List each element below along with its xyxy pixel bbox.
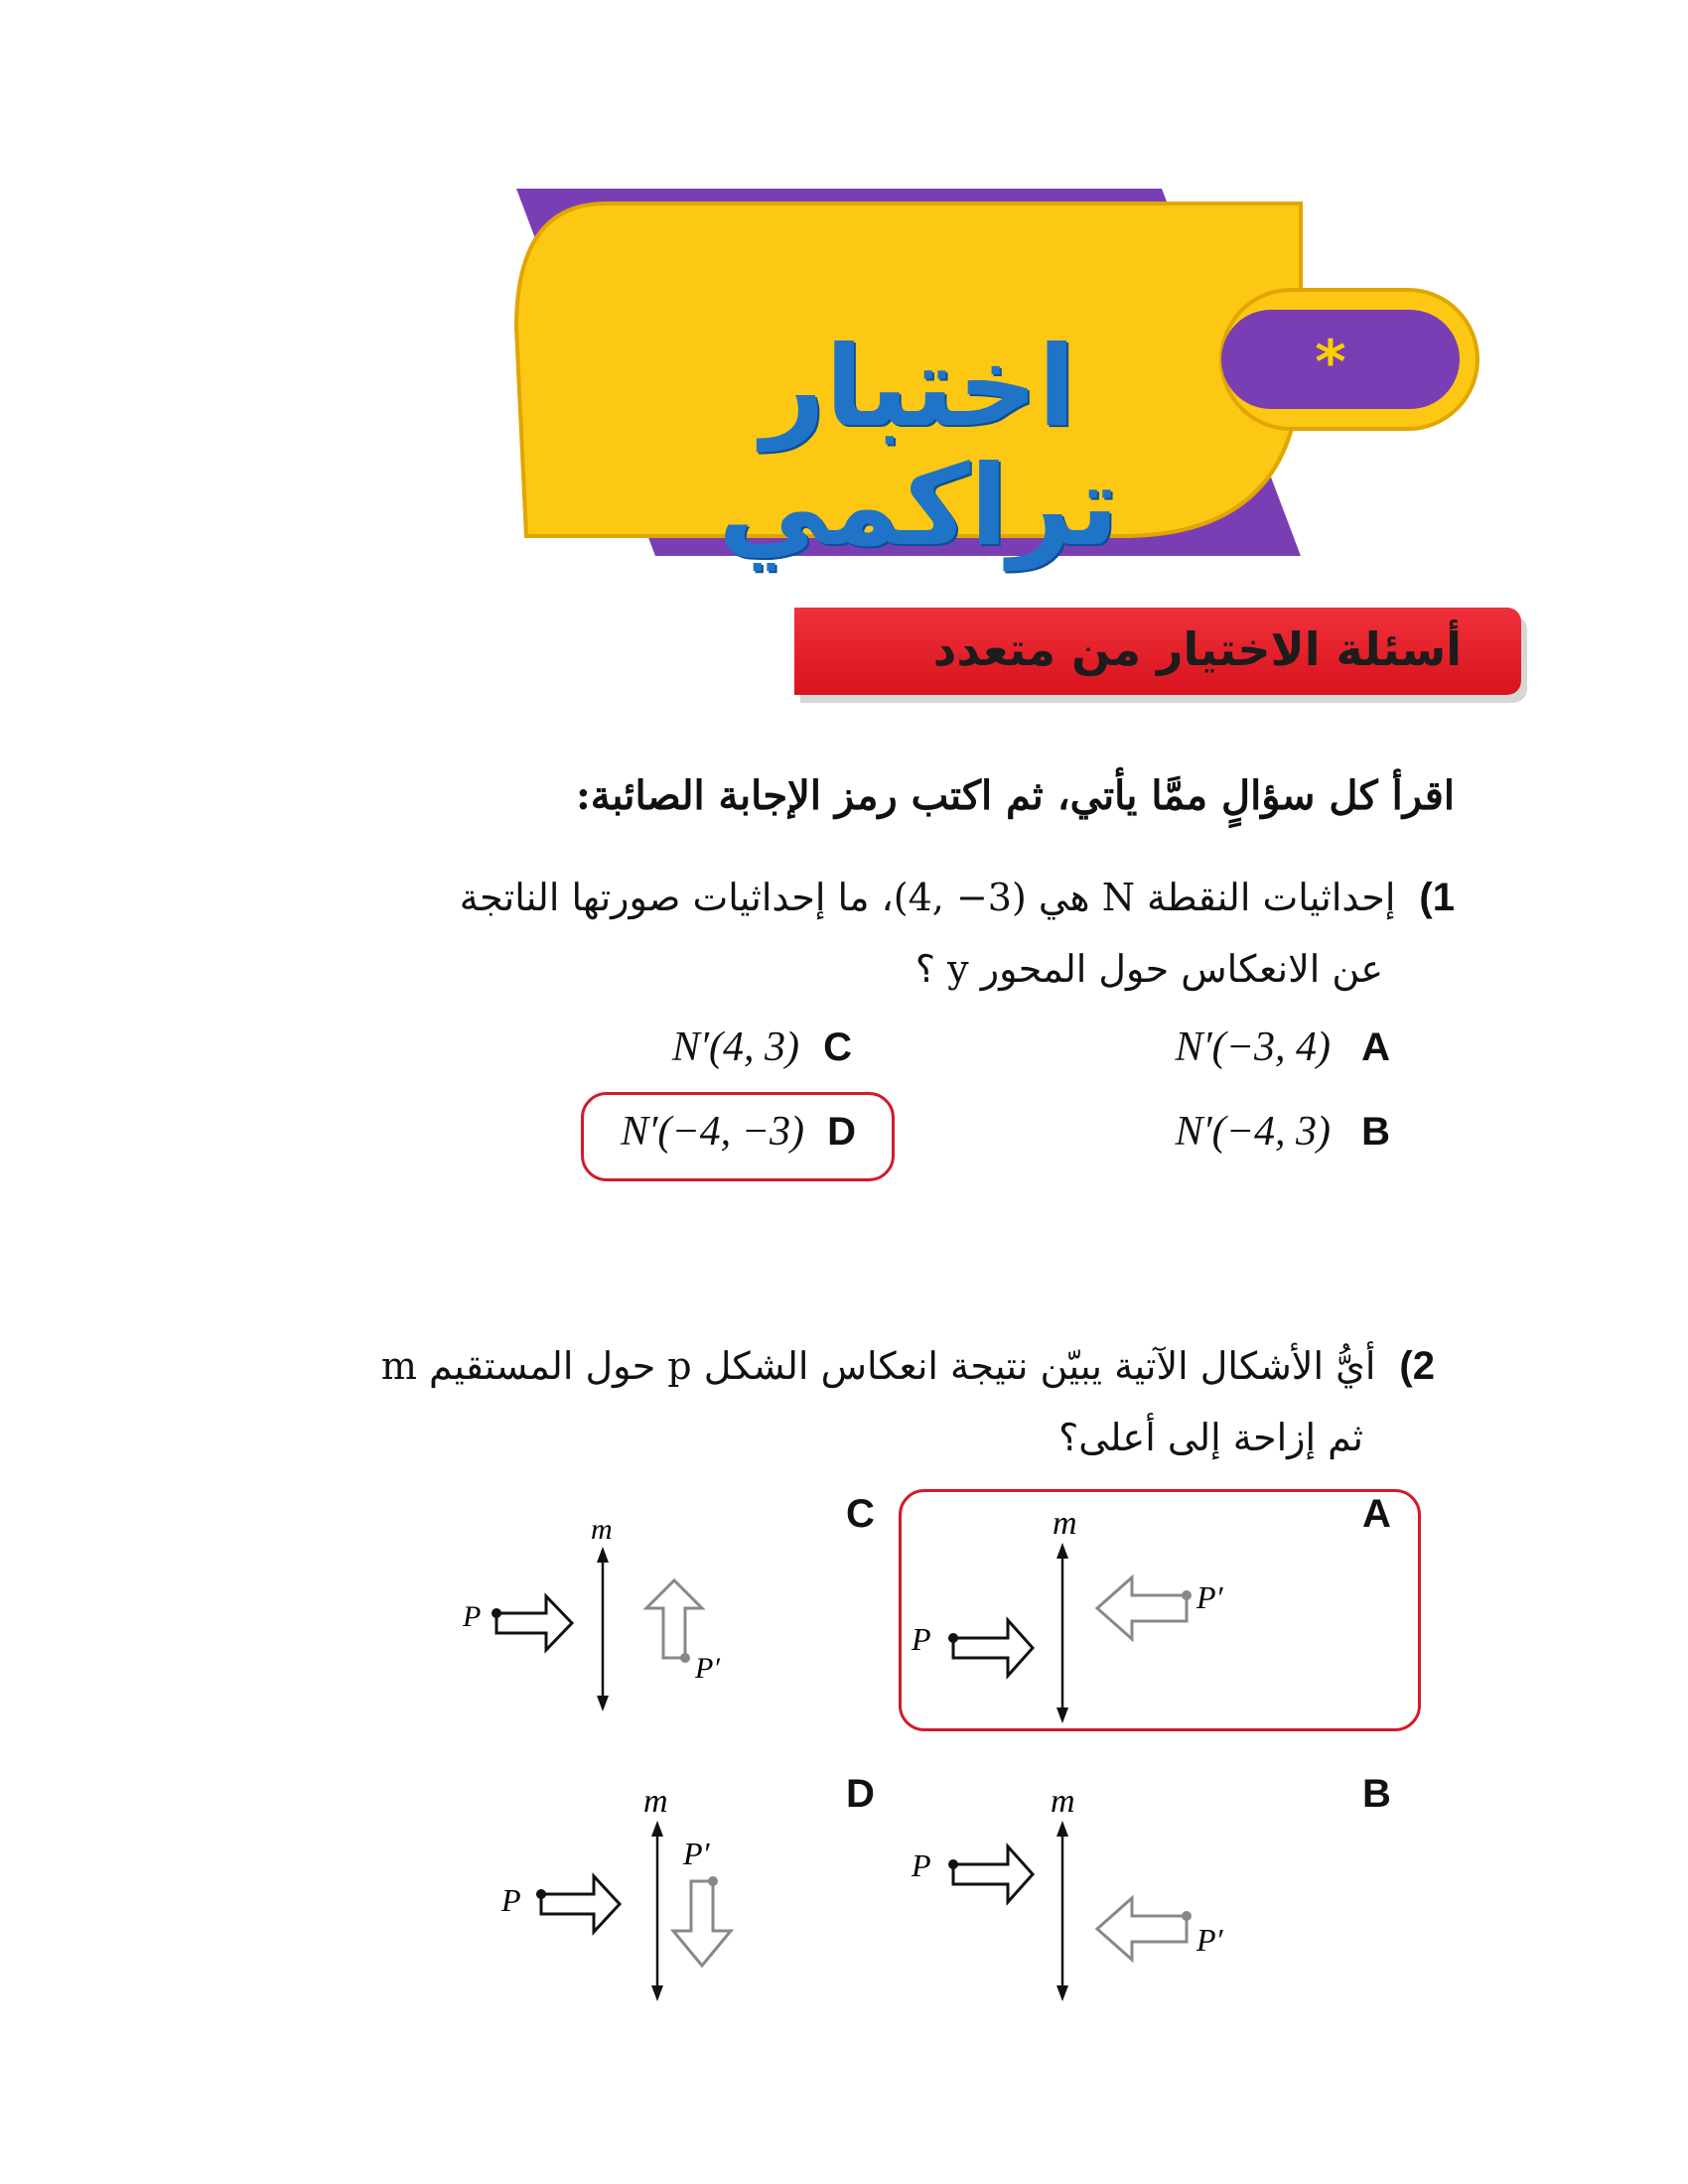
line-m-label: m: [1051, 1783, 1075, 1820]
line-m-label: m: [643, 1783, 668, 1820]
q1-option-b[interactable]: [1122, 1102, 1400, 1161]
point-p: [948, 1859, 958, 1869]
question-text-line1: إحداثيات النقطة N هي (3− ,4)، ما إحداثيات صورتها الناتجة: [459, 876, 1396, 919]
page-title: اختبار تراكمي: [718, 323, 1119, 571]
option-letter: B: [1361, 1110, 1390, 1154]
line-m-arrow-down: [597, 1696, 609, 1711]
answer-highlight-q1: [581, 1092, 895, 1181]
point-p: [492, 1608, 501, 1618]
line-m-arrow-down: [651, 1985, 663, 2001]
option-value: N′(−3, 4): [1175, 1024, 1331, 1070]
label-p: P: [912, 1847, 931, 1883]
line-m-arrow-up: [1056, 1821, 1068, 1837]
q2-option-c-letter[interactable]: C: [846, 1492, 875, 1536]
q2-option-d-letter[interactable]: D: [846, 1772, 875, 1816]
point-p-prime: [680, 1653, 690, 1663]
shape-p-prime-arrow: [673, 1881, 731, 1966]
shape-p-prime-arrow: [646, 1580, 702, 1658]
line-m-label: m: [591, 1513, 613, 1546]
q2-option-a-letter[interactable]: A: [1362, 1492, 1391, 1536]
option-letter: A: [1361, 1025, 1390, 1069]
point-p-prime: [708, 1876, 718, 1886]
question-1: [283, 862, 1455, 1005]
q2-option-b-letter[interactable]: B: [1362, 1772, 1391, 1816]
answer-highlight-q2: [899, 1489, 1421, 1731]
question-text-line1: أيُّ الأشكال الآتية يبيّن نتيجة انعكاس الشكل p حول المستقيم m: [380, 1344, 1376, 1388]
line-m-arrow-down: [1056, 1985, 1068, 2001]
question-text-line2: عن الانعكاس حول المحور y ؟: [914, 947, 1383, 991]
option-value: N′(4, 3): [671, 1024, 799, 1070]
shape-p-arrow: [541, 1876, 620, 1932]
q2-option-b-diagram[interactable]: [894, 1777, 1291, 2005]
q1-option-c[interactable]: [596, 1018, 874, 1077]
shape-p-arrow: [496, 1596, 572, 1650]
label-p-prime: P′: [695, 1652, 720, 1685]
option-value: N′(−4, 3): [1175, 1109, 1331, 1155]
instructions: اقرأ كل سؤالٍ ممَّا يأتي، ثم اكتب رمز الإجابة الصائبة:: [576, 772, 1455, 819]
label-p: P: [463, 1600, 482, 1633]
line-m-label: m: [1053, 1505, 1077, 1542]
question-number: 2): [1399, 1344, 1435, 1388]
q2-option-d-diagram[interactable]: [487, 1777, 784, 2005]
label-p-prime: P′: [1196, 1922, 1223, 1958]
shape-p-arrow: [953, 1846, 1033, 1902]
question-text-line2: ثم إزاحة إلى أعلى؟: [1058, 1416, 1363, 1459]
label-p: P: [912, 1621, 931, 1657]
line-m-arrow-up: [597, 1547, 609, 1563]
point-p-prime: [1182, 1911, 1192, 1921]
label-p: P: [501, 1882, 521, 1918]
star-icon: *: [1315, 328, 1346, 397]
option-value: N′(−4, −3): [621, 1109, 804, 1155]
label-p-prime: P′: [1196, 1579, 1223, 1615]
question-number: 1): [1419, 876, 1455, 919]
point-p: [536, 1889, 546, 1899]
shape-p-prime-arrow: [1097, 1898, 1187, 1960]
option-letter: C: [823, 1025, 852, 1069]
section-title: أسئلة الاختيار من متعدد: [932, 622, 1462, 676]
q1-option-a[interactable]: [1122, 1018, 1400, 1077]
label-p-prime: P′: [683, 1836, 710, 1871]
q2-option-c-diagram[interactable]: [457, 1509, 735, 1727]
option-letter: D: [827, 1110, 856, 1154]
section-header: [794, 608, 1521, 695]
line-m-arrow-up: [651, 1821, 663, 1837]
question-2: [263, 1330, 1435, 1473]
